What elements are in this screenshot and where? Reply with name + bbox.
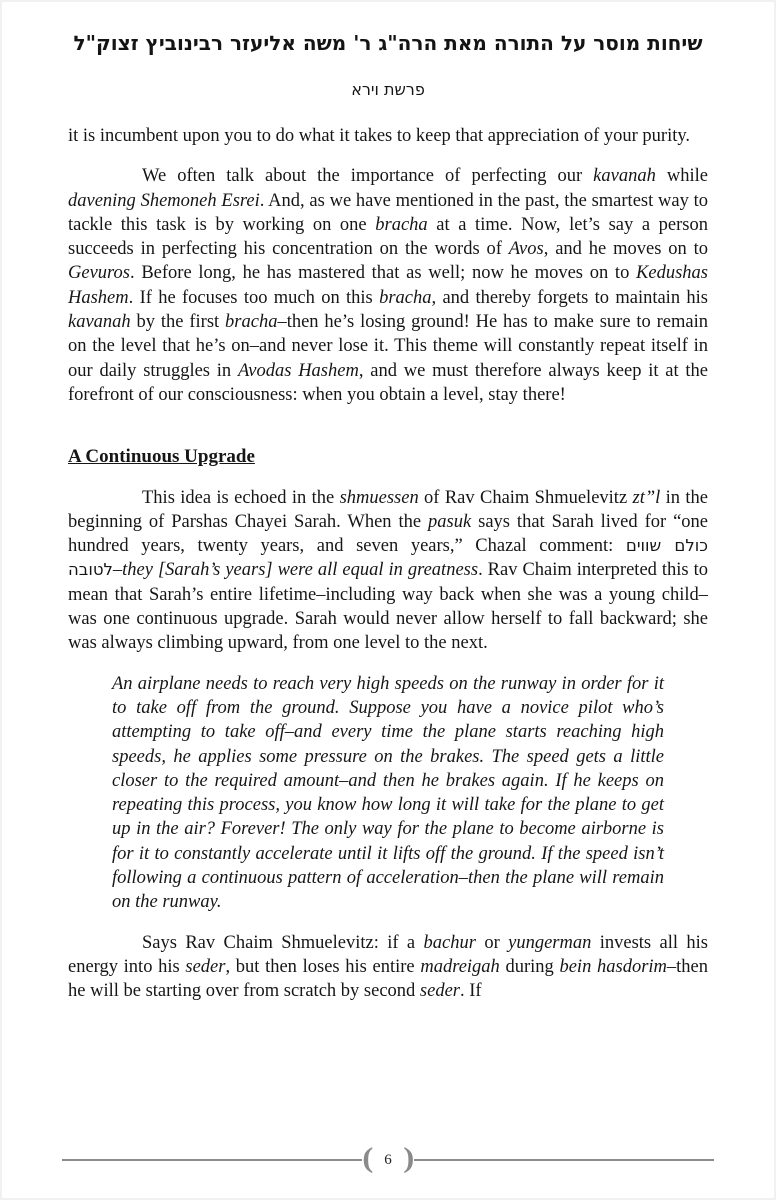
body-paragraph: it is incumbent upon you to do what it takes to keep that appreciation of your purity. [68,126,691,146]
page-number-bracket-left: ( [361,1142,373,1174]
page-number-bracket-right: ) [403,1142,415,1174]
block-quote: An airplane needs to reach very high speeds on the runway in order for it to take off from the ground. Suppose you have a novice pilot who’s attempting to take off–and every time the plane starts reaching high speeds, he applies some pressure on the brakes. The speed gets a little closer to the required amount–and then he brakes again. If he keeps on repeating this process, you know how long it will take for the plane to get up in the air? Forever! The only way for the plane to become airborne is for it to constantly accelerate until it lifts off the ground. If the speed isn’t following a continuous pattern of acceleration–then the plane will remain on the runway. [112,673,664,913]
hebrew-phrase: כולם שווים לטובה [68,536,708,580]
body-paragraph: We often talk about the importance of perfecting our kavanah while davening Shemoneh Esrei. And, as we have mentioned in the past, the smartest way to tackle this task is by working on one bracha at a time. Now, let’s say a person succeeds in perfecting his concentration on the words of Avos, and he moves on to Gevuros. Before long, he has mastered that as well; now he moves on to Kedushas Hashem. If he focuses too much on this bracha, and thereby forgets to maintain his kavanah by the first bracha–then he’s losing ground! He has to make sure to remain on the level that he’s on–and never lose it. This theme will constantly repeat itself in our daily struggles in Avodas Hashem, and we must therefore always keep it at the forefront of our consciousness: when you obtain a level, stay there! [68,166,709,405]
parsha-subtitle: פרשת וירא [351,80,425,99]
page-header [0,0,776,99]
page-number: 6 [384,1151,392,1168]
page-footer [0,1142,776,1174]
document-body [68,124,708,1004]
footer-rule-right [414,1159,714,1161]
hebrew-title: שיחות מוסר על התורה מאת הרה"ג ר' משה אליעזר רבינוביץ זצוק"ל [73,31,703,55]
section-heading: A Continuous Upgrade [68,446,255,468]
body-paragraph: Says Rav Chaim Shmuelevitz: if a bachur or yungerman invests all his energy into his seder, but then loses his entire madreigah during bein hasdorim–then he will be starting over from scratch by second seder. If [68,932,708,1002]
body-paragraph: This idea is echoed in the shmuessen of Rav Chaim Shmuelevitz zt”l in the beginning of Parshas Chayei Sarah. When the pasuk says that Sarah lived for “one hundred years, twenty years, and seven years,” Chazal comment: כולם שווים לטובה–they [Sarah’s years] were all equal in greatness. Rav Chaim interpreted this to mean that Sarah’s entire lifetime–including way back when she was a young child–was one continuous upgrade. Sarah would never allow herself to fall backward; she was always climbing upward, from one level to the next. [68,487,709,654]
footer-rule-left [62,1159,362,1161]
